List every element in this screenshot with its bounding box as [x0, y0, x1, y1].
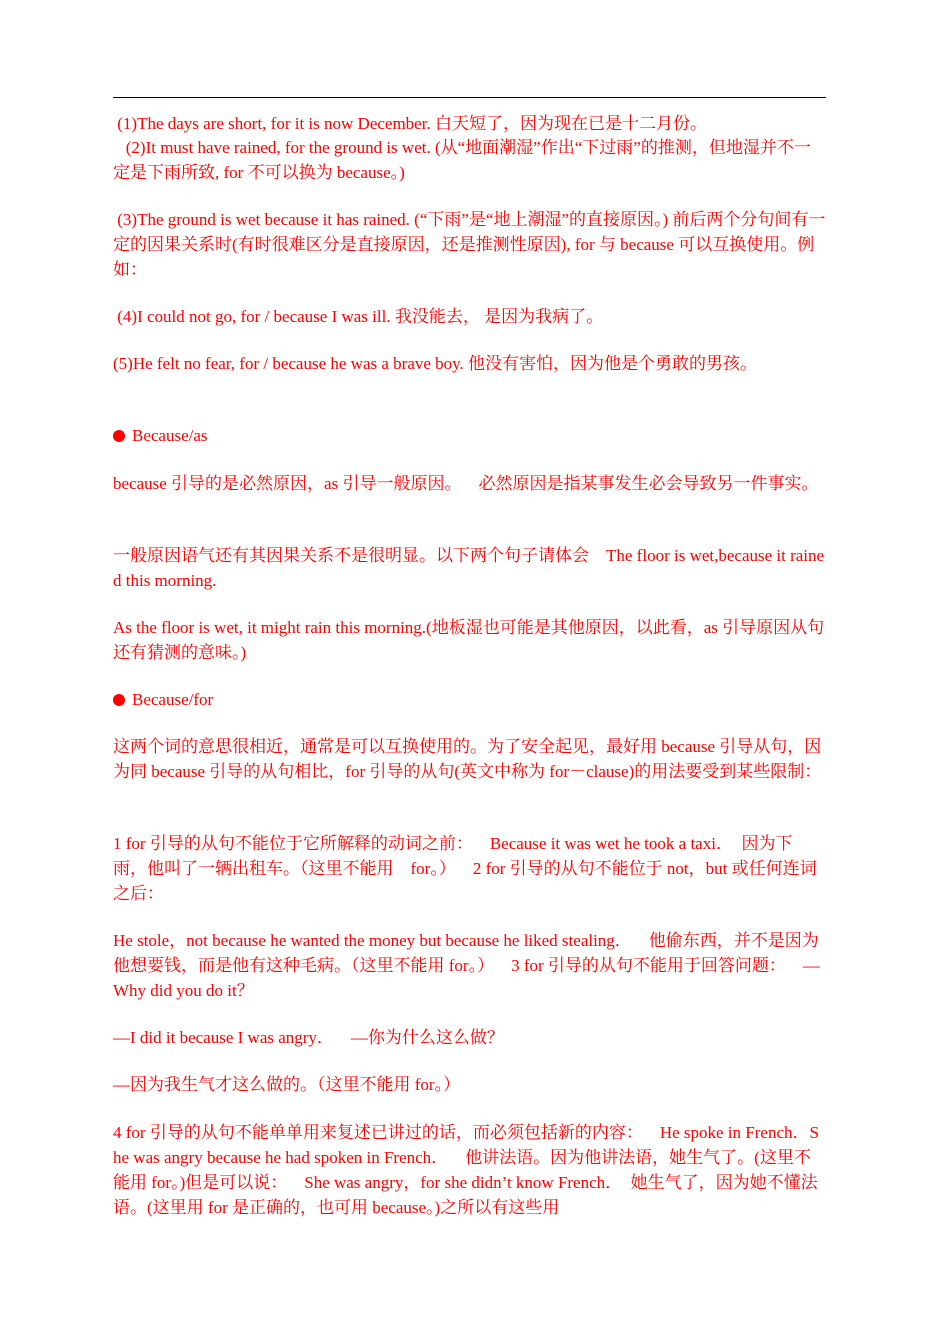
bullet-icon — [113, 694, 125, 706]
because-as-example-2: As the floor is wet, it might rain this morning.(地板湿也可能是其他原因，以此看，as 引导原因从句还有猜测的意味。) — [113, 618, 825, 662]
header-rule — [113, 97, 826, 98]
heading-text: Because/for — [132, 690, 214, 709]
example-4: (4)I could not go, for / because I was ill. 我没能去， 是因为我病了。 — [113, 307, 604, 326]
example-2: (2)It must have rained, for the ground is wet. (从“地面潮湿”作出“下过雨”的推测，但地湿并不一定是下雨所致, for 不可以换为 because。) — [113, 138, 811, 182]
because-as-explanation: because 引导的是必然原因，as 引导一般原因。 必然原因是指某事发生必会导致另一件事实。 — [113, 474, 819, 493]
section-heading-because-as — [113, 423, 826, 448]
bullet-icon — [113, 430, 125, 442]
rule-3-translation: —因为我生气才这么做的。（这里不能用 for。） — [113, 1075, 461, 1094]
because-for-intro: 这两个词的意思很相近，通常是可以互换使用的。为了安全起见，最好用 because 引导从句，因为同 because 引导的从句相比，for 引导的从句(英文中称为 for－clause)的用法要受到某些限制： — [113, 737, 822, 781]
heading-text: Because/as — [132, 426, 208, 445]
example-1: (1)The days are short, for it is now December. 白天短了，因为现在已是十二月份。 — [113, 114, 707, 133]
example-5: (5)He felt no fear, for / because he was a brave boy. 他没有害怕，因为他是个勇敢的男孩。 — [113, 354, 758, 373]
rule-3-answer: —I did it because I was angry． —你为什么这么做？ — [113, 1028, 504, 1047]
because-as-example-1: 一般原因语气还有其因果关系不是很明显。以下两个句子请体会 The floor is wet,because it rained this morning. — [113, 546, 825, 590]
rule-2-example-and-3: He stole，not because he wanted the money but because he liked stealing． 他偷东西，并不是因为他想要钱，而是他有这种毛病。（这里不能用 for。） 3 for 引导的从句不能用于回答问题： —Why did you do it？ — [113, 931, 820, 1000]
section-heading-because-for — [113, 687, 826, 712]
rule-4: 4 for 引导的从句不能单单用来复述已讲过的话，而必须包括新的内容： He spoke in French．She was angry because he had spoken in French． 他讲法语。因为他讲法语，她生气了。(这里不能用 for。)但是可以说： She was angry，for she didn’t know French． 她生气了，因为她不懂法语。(这里用 for 是正确的，也可用 because。)之所以有这些用 — [113, 1123, 819, 1217]
rule-1-and-2: 1 for 引导的从句不能位于它所解释的动词之前： Because it was wet he took a taxi． 因为下雨，他叫了一辆出租车。（这里不能用 for。） 2 for 引导的从句不能位于 not，but 或任何连词之后： — [113, 834, 817, 903]
example-3: (3)The ground is wet because it has rained. (“下雨”是“地上潮湿”的直接原因。) 前后两个分句间有一定的因果关系时(有时很难区分是直接原因，还是推测性原因), for 与 because 可以互换使用。例如： — [113, 210, 826, 279]
